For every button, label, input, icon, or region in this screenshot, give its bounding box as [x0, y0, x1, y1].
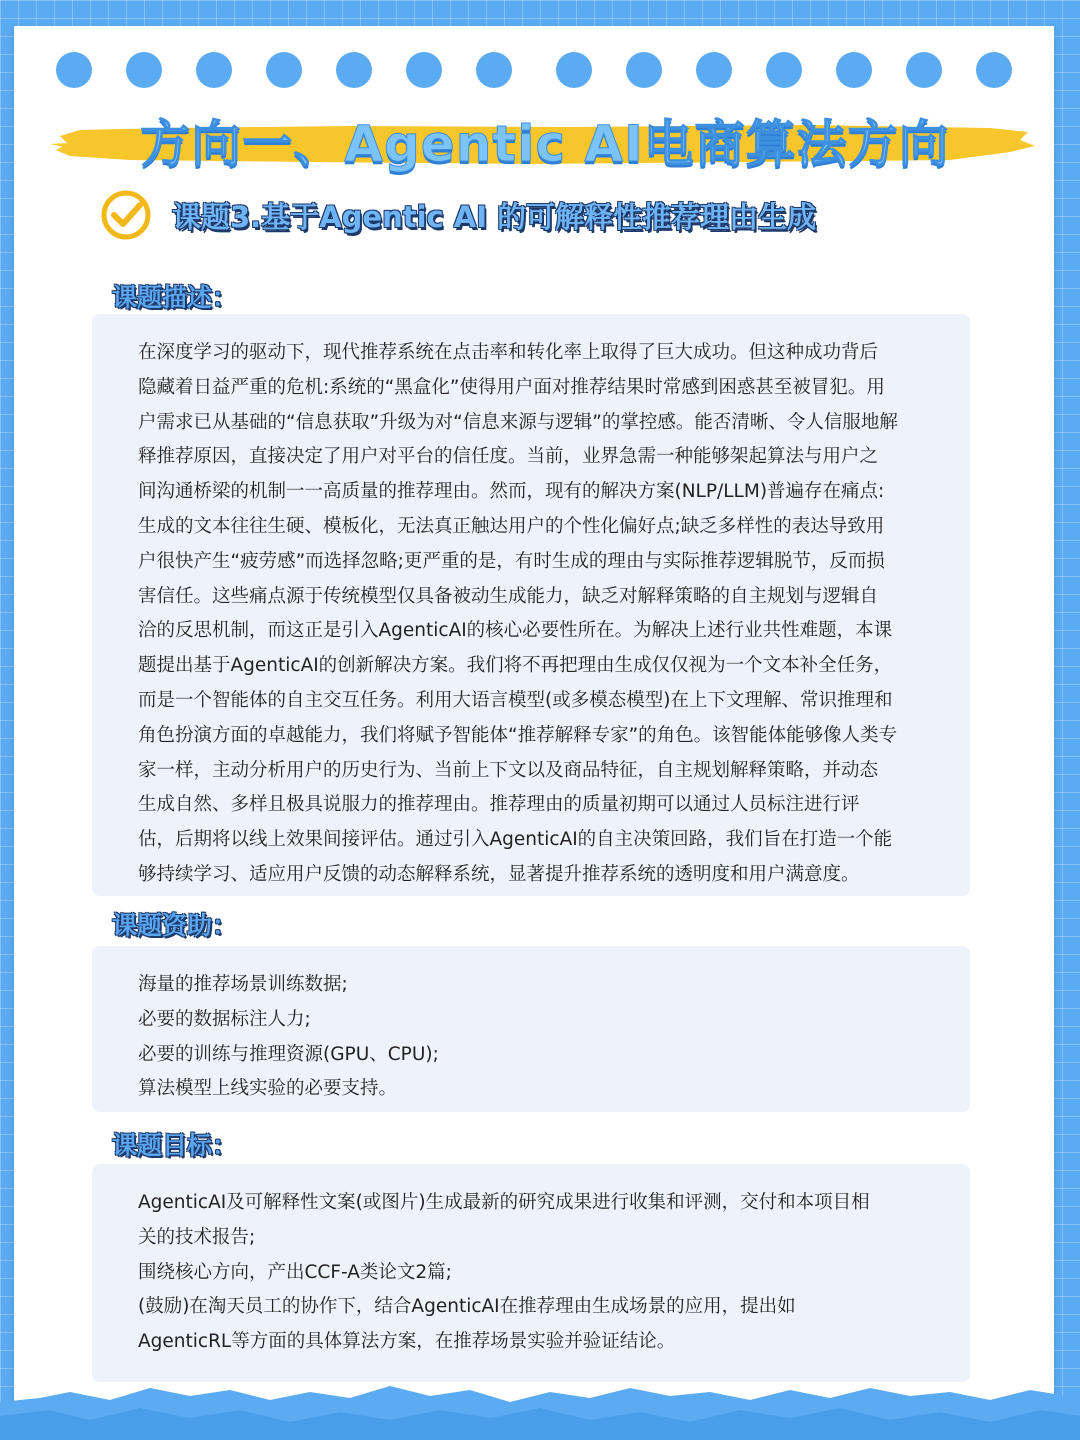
description-line: 户很快产生“疲劳感”而选择忽略;更严重的是，有时生成的理由与实际推荐逻辑脱节，反而损 — [138, 550, 885, 572]
section-heading-funding: 课题资助： — [112, 911, 238, 940]
funding-box — [92, 946, 970, 1112]
goals-line: 关的技术报告; — [138, 1226, 256, 1248]
goals-line: AgenticRL等方面的具体算法方案，在推荐场景实验并验证结论。 — [138, 1331, 676, 1353]
binder-hole — [266, 52, 302, 88]
description-line: 生成的文本往往生硬、模板化，无法真正触达用户的个性化偏好点;缺乏多样性的表达导致用 — [138, 515, 885, 537]
description-line: 在深度学习的驱动下，现代推荐系统在点击率和转化率上取得了巨大成功。但这种成功背后 — [138, 342, 879, 363]
subtitle-row — [100, 188, 1000, 242]
check-circle-icon — [100, 189, 152, 241]
goals-line: (鼓励)在淘天员工的协作下，结合AgenticAI在推荐理由生成场景的应用，提出如 — [138, 1296, 796, 1318]
subtitle: 课题3.基于Agentic AI 的可解释性推荐理由生成 — [172, 199, 817, 234]
description-line: 估，后期将以线上效果间接评估。通过引入AgenticAI的自主决策回路，我们旨在打造一个能 — [138, 829, 893, 851]
goals-line: AgenticAI及可解释性文案(或图片)生成最新的研究成果进行收集和评测，交付和本项目相 — [138, 1192, 870, 1213]
torn-paper-edge — [0, 1380, 1080, 1440]
description-line: 角色扮演方面的卓越能力，我们将赋予智能体“推荐解释专家”的角色。该智能体能够像人类专 — [138, 724, 898, 746]
description-line: 间沟通桥梁的机制一一高质量的推荐理由。然而，现有的解决方案(NLP/LLM)普遍存在痛点: — [138, 481, 885, 503]
binder-hole — [626, 52, 662, 88]
binder-hole — [126, 52, 162, 88]
binder-hole — [556, 52, 592, 88]
binder-hole — [476, 52, 512, 88]
description-line: 而是一个智能体的自主交互任务。利用大语言模型(或多模态模型)在上下文理解、常识推理和 — [138, 689, 893, 711]
main-title-block — [50, 100, 1040, 180]
goals-line: 围绕核心方向，产出CCF-A类论文2篇; — [138, 1261, 452, 1283]
binder-hole — [976, 52, 1012, 88]
description-line: 户需求已从基础的“信息获取”升级为对“信息来源与逻辑”的掌控感。能否清晰、令人信服地解 — [138, 411, 898, 433]
section-heading-description: 课题描述： — [112, 283, 238, 312]
binder-hole — [696, 52, 732, 88]
goals-box — [92, 1164, 970, 1382]
description-line: 够持续学习、适应用户反馈的动态解释系统，显著提升推荐系统的透明度和用户满意度。 — [138, 863, 860, 885]
description-line: 题提出基于AgenticAI的创新解决方案。我们将不再把理由生成仅仅视为一个文本补全任务， — [138, 655, 893, 677]
binder-hole — [766, 52, 802, 88]
binder-hole — [196, 52, 232, 88]
binder-hole — [406, 52, 442, 88]
binder-hole — [906, 52, 942, 88]
description-box — [92, 314, 970, 896]
funding-item: 必要的数据标注人力; — [138, 1008, 311, 1030]
description-line: 释推荐原因，直接决定了用户对平台的信任度。当前，业界急需一种能够架起算法与用户之 — [138, 446, 879, 468]
binder-hole — [836, 52, 872, 88]
description-line: 家一样，主动分析用户的历史行为、当前上下文以及商品特征，自主规划解释策略，并动态 — [138, 759, 879, 781]
funding-item: 算法模型上线实验的必要支持。 — [138, 1078, 398, 1100]
binder-hole — [56, 52, 92, 88]
description-line: 隐藏着日益严重的危机:系统的“黑盒化”使得用户面对推荐结果时常感到困惑甚至被冒犯。用 — [138, 376, 885, 398]
description-line: 害信任。这些痛点源于传统模型仅具备被动生成能力，缺乏对解释策略的自主规划与逻辑自 — [138, 585, 879, 607]
description-line: 生成自然、多样且极具说服力的推荐理由。推荐理由的质量初期可以通过人员标注进行评 — [138, 794, 860, 816]
section-heading-goals: 课题目标： — [112, 1131, 238, 1160]
description-line: 洽的反思机制，而这正是引入AgenticAI的核心必要性所在。为解决上述行业共性难题，本课 — [138, 620, 893, 642]
binder-hole — [336, 52, 372, 88]
funding-item: 必要的训练与推理资源(GPU、CPU); — [138, 1043, 439, 1065]
main-title: 方向一、Agentic AI电商算法方向 — [140, 115, 950, 173]
binder-holes — [0, 0, 1080, 110]
funding-item: 海量的推荐场景训练数据; — [138, 974, 348, 995]
